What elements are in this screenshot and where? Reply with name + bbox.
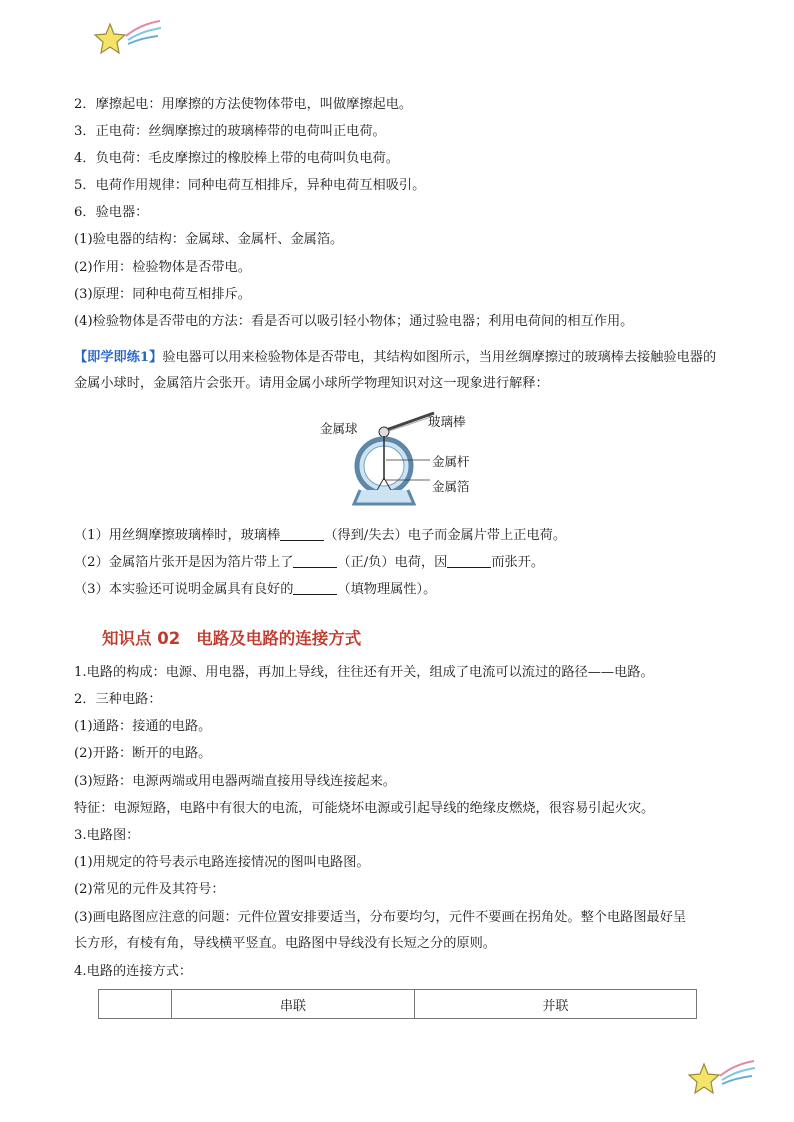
- exercise-prompt: [74, 345, 724, 397]
- label-metal-ball: 金属球: [320, 421, 358, 436]
- knowledge-item-2: 2．摩擦起电：用摩擦的方法使物体带电，叫做摩擦起电。: [74, 97, 413, 112]
- circuit-para-11: 4.电路的连接方式：: [74, 964, 193, 979]
- circuit-para-10a: (3)画电路图应注意的问题：元件位置安排要适当，分布要均匀，元件不要画在拐角处。整个电路图最好呈: [74, 910, 687, 925]
- exercise-tag: 【即学即练1】: [74, 350, 163, 365]
- knowledge-item-5: 5．电荷作用规律：同种电荷互相排斥，异种电荷互相吸引。: [74, 178, 426, 193]
- glass-rod: [386, 413, 434, 430]
- question-2: [74, 554, 544, 572]
- circuit-para-3: (1)通路：接通的电路。: [74, 719, 212, 734]
- circuit-para-5: (3)短路：电源两端或用电器两端直接用导线连接起来。: [74, 774, 396, 789]
- section-number: 知识点 02: [102, 629, 181, 648]
- section-title: 电路及电路的连接方式: [196, 629, 362, 648]
- table-row: [99, 990, 697, 1019]
- circuit-para-9: (2)常见的元件及其符号：: [74, 882, 225, 897]
- question-1-text-a: （1）用丝绸摩擦玻璃棒时，玻璃棒: [74, 528, 281, 543]
- table-header-series: 串联: [172, 990, 415, 1019]
- connection-table: [98, 989, 697, 1019]
- metal-ball: [379, 427, 389, 437]
- question-2-text-a: （2）金属箔片张开是因为箔片带上了: [74, 555, 294, 570]
- answer-blank-4[interactable]: [293, 582, 337, 595]
- question-2-text-b: （正/负）电荷，因: [337, 555, 448, 570]
- knowledge-item-4: 4．负电荷：毛皮摩擦过的橡胶棒上带的电荷叫负电荷。: [74, 151, 399, 166]
- circuit-para-6: 特征：电源短路，电路中有很大的电流，可能烧坏电源或引起导线的绝缘皮燃烧，很容易引起火灾。: [74, 801, 655, 816]
- section-heading: [102, 625, 361, 649]
- circuit-para-4: (2)开路：断开的电路。: [74, 746, 212, 761]
- question-3-text-a: （3）本实验还可说明金属具有良好的: [74, 582, 294, 597]
- shooting-star-icon: [92, 18, 164, 58]
- knowledge-sub-3: (3)原理：同种电荷互相排斥。: [74, 287, 251, 302]
- answer-blank-1[interactable]: [280, 528, 324, 541]
- answer-blank-2[interactable]: [293, 555, 337, 568]
- table-header-parallel: 并联: [415, 990, 697, 1019]
- table-header-blank: [99, 990, 172, 1019]
- circuit-para-2: 2．三种电路：: [74, 692, 162, 707]
- question-3-text-b: （填物理属性）。: [337, 582, 437, 597]
- question-1-text-b: （得到/失去）电子而金属片带上正电荷。: [324, 528, 567, 543]
- exercise-text: 验电器可以用来检验物体是否带电，其结构如图所示，当用丝绸摩擦过的玻璃棒去接触验电器的金属小球时，金属箔片会张开。请用金属小球所学物理知识对这一现象进行解释：: [74, 350, 717, 391]
- label-glass-rod: 玻璃棒: [428, 414, 466, 429]
- question-1: [74, 527, 566, 545]
- knowledge-sub-2: (2)作用：检验物体是否带电。: [74, 260, 251, 275]
- knowledge-item-6: 6．验电器：: [74, 205, 149, 220]
- knowledge-item-3: 3．正电荷：丝绸摩擦过的玻璃棒带的电荷叫正电荷。: [74, 124, 386, 139]
- question-2-text-c: 而张开。: [491, 555, 545, 570]
- circuit-para-10b: 长方形，有棱有角，导线横平竖直。电路图中导线没有长短之分的原则。: [74, 936, 496, 951]
- shooting-star-icon: [686, 1058, 758, 1098]
- question-3: [74, 581, 436, 599]
- answer-blank-3[interactable]: [447, 555, 491, 568]
- label-metal-pole: 金属杆: [432, 454, 470, 469]
- circuit-para-7: 3.电路图：: [74, 828, 140, 843]
- circuit-para-8: (1)用规定的符号表示电路连接情况的图叫电路图。: [74, 855, 370, 870]
- knowledge-sub-4: (4)检验物体是否带电的方法：看是否可以吸引轻小物体；通过验电器；利用电荷间的相互作用。: [74, 314, 634, 329]
- electroscope-diagram: [314, 408, 494, 508]
- circuit-para-1: 1.电路的构成：电源、用电器，再加上导线，往往还有开关，组成了电流可以流过的路径——电路。: [74, 665, 654, 680]
- label-metal-foil: 金属箔: [432, 479, 470, 494]
- knowledge-sub-1: (1)验电器的结构：金属球、金属杆、金属箔。: [74, 232, 344, 247]
